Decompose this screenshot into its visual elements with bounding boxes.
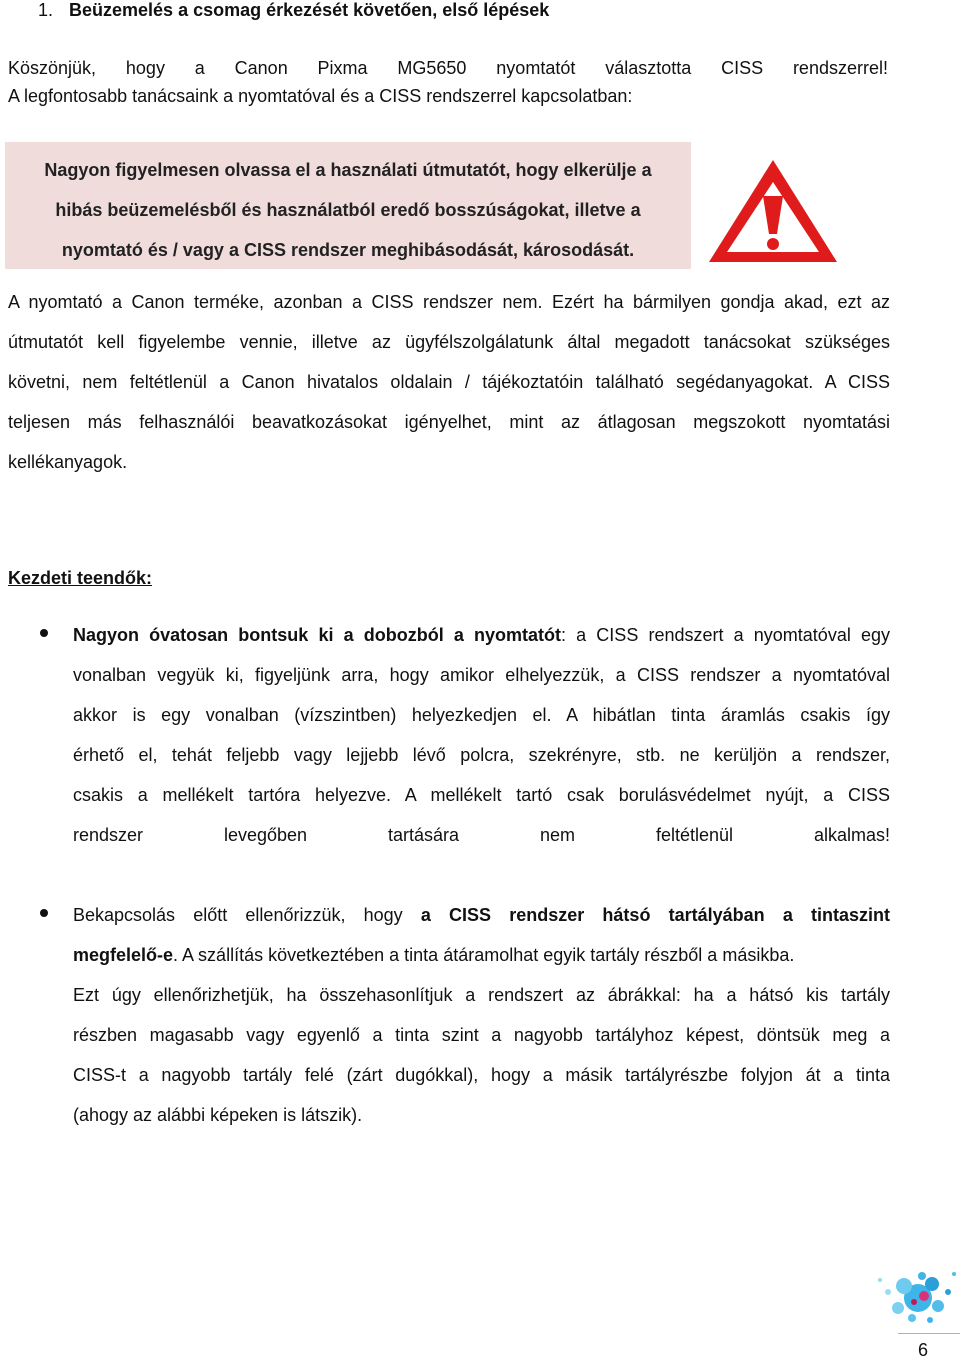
section-title: Beüzemelés a csomag érkezését követően, első lépések — [69, 0, 550, 20]
section-number: 1. — [38, 0, 54, 20]
list-item: Nagyon óvatosan bontsuk ki a dobozból a nyomtatót: a CISS rendszert a nyomtatóval egy vonalban vegyük ki, figyeljünk arra, hogy amikor elhelyezzük, a CISS rendszer a nyomtatóval akkor is egy vonalban (vízszintben) helyezkedjen el. A hibátlan tinta áramlás csakis így érhető el, tehát feljebb vagy lejjebb lévő polcra, szekrényre, stb. ne kerüljön a rendszer, csakis a mellékelt tartóra helyezve. A mellékelt tartó csak borulásvédelmet nyújt, a CISS rendszer levegőben tartására nem feltétlenül alkalmas! — [40, 615, 890, 855]
bullet-icon — [40, 909, 48, 917]
bullet-icon — [40, 629, 48, 637]
warning-callout-text: Nagyon figyelmesen olvassa el a használati útmutatót, hogy elkerülje a hibás beüzemelésből és használatból eredő bosszúságokat, illetve a nyomtató és / vagy a CISS rendszer meghibásodását, károsodását. — [44, 160, 652, 260]
intro-line-1: Köszönjük, hogy a Canon Pixma MG5650 nyomtatót választotta CISS rendszerrel! — [8, 58, 888, 78]
splash-logo-icon — [868, 1262, 960, 1332]
page-number: 6 — [918, 1340, 929, 1360]
intro-line-2: A legfontosabb tanácsaink a nyomtatóval és a CISS rendszerrel kapcsolatban: — [8, 86, 633, 106]
list-item: Bekapcsolás előtt ellenőrizzük, hogy a CISS rendszer hátsó tartályában a tintaszint megfelelő-e. A szállítás következtében a tinta átáramolhat egyik tartály részből a másikba. Ezt úgy ellenőrizhetjük, ha összehasonlítjuk a rendszert az ábrákkal: ha a hátsó kis tartály részben magasabb vagy egyenlő a tinta szint a nagyobb tartályhoz képest, döntsük meg a CISS-t a nagyobb tartály felé (zárt dugókkal), hogy a másik tartályrészbe folyjon át a tinta (ahogy az alábbi képeken is látszik). — [40, 895, 890, 1135]
info-paragraph: A nyomtató a Canon terméke, azonban a CISS rendszer nem. Ezért ha bármilyen gondja akad, ezt az útmutatót kell figyelembe vennie, illetve az ügyfélszolgálatunk által megadott tanácsokat szükséges követni, nem feltétlenül a Canon hivatalos oldalain / tájékoztatóin található segédanyagokat. A CISS teljesen más felhasználói beavatkozásokat igényelhet, mint az átlagosan megszokott nyomtatási kellékanyagok. — [8, 292, 890, 472]
warning-triangle-icon — [705, 156, 841, 266]
intro-text — [8, 54, 888, 110]
initial-tasks-heading: Kezdeti teendők: — [8, 568, 153, 588]
footer-divider — [898, 1333, 960, 1334]
section-heading — [38, 0, 549, 20]
